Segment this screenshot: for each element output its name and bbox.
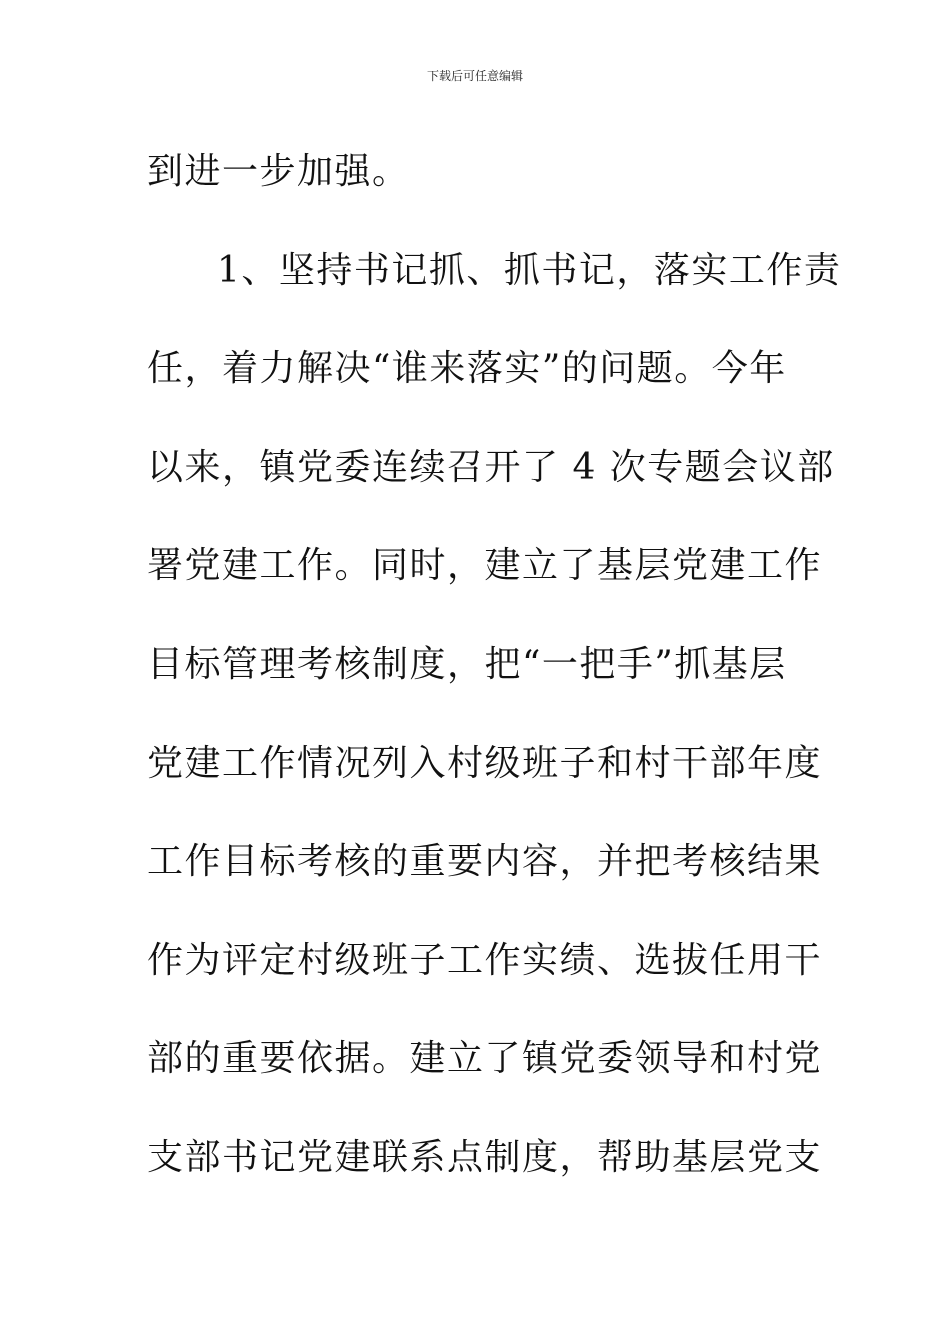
text-line: 部的重要依据。建立了镇党委领导和村党 (147, 1038, 823, 1080)
text-line: 署党建工作。同时，建立了基层党建工作 (147, 545, 823, 587)
text-line: 工作目标考核的重要内容，并把考核结果 (147, 841, 823, 883)
text-line: 以来，镇党委连续召开了 4 次专题会议部 (147, 446, 835, 488)
body-text (147, 123, 842, 1208)
text-line: 支部书记党建联系点制度，帮助基层党支 (147, 1136, 823, 1178)
text-line: 1、坚持书记抓、抓书记，落实工作责 (217, 249, 842, 291)
text-line: 任，着力解决“谁来落实”的问题。今年 (147, 348, 787, 390)
text-line: 作为评定村级班子工作实绩、选拔任用干 (147, 939, 823, 981)
header-note: 下载后可任意编辑 (426, 69, 523, 83)
text-line: 到进一步加强。 (147, 151, 410, 192)
text-line: 目标管理考核制度，把“一把手”抓基层 (147, 643, 787, 685)
text-line: 党建工作情况列入村级班子和村干部年度 (147, 742, 823, 784)
